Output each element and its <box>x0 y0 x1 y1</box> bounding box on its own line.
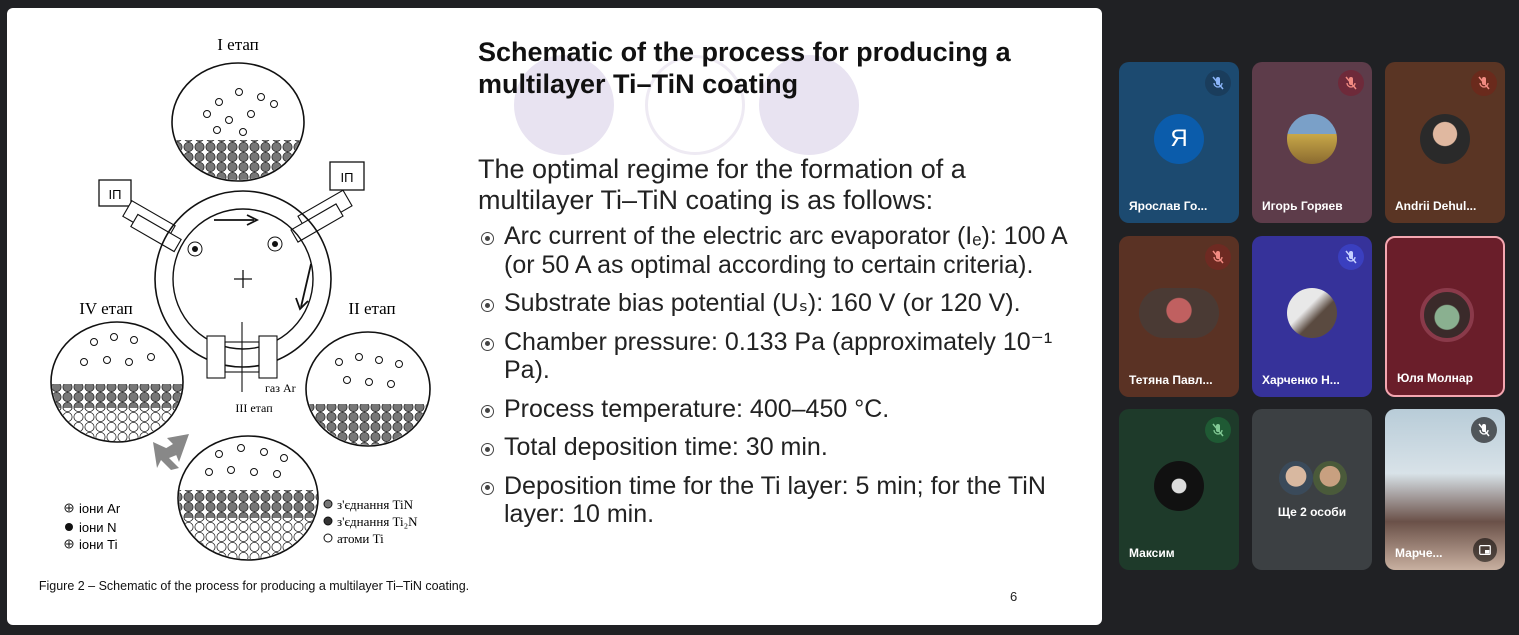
picture-in-picture-icon[interactable] <box>1473 538 1497 562</box>
mic-off-icon <box>1338 244 1364 270</box>
figure-caption: Figure 2 – Schematic of the process for producing a multilayer Ti–TiN coating. <box>38 579 470 593</box>
bullet-circle-icon <box>481 443 494 456</box>
stage-4-label: IV етап <box>79 299 133 318</box>
bullet-item: Arc current of the electric arc evaporator (Iₑ): 100 A (or 50 A as optimal according to certain criteria). <box>478 222 1088 279</box>
bullet-item: Process temperature: 400–450 °C. <box>478 395 1088 424</box>
mic-off-icon <box>1205 70 1231 96</box>
bullet-item: Total deposition time: 30 min. <box>478 433 1088 462</box>
participant-name: Максим <box>1129 546 1175 560</box>
page-number: 6 <box>1010 589 1018 604</box>
bullet-circle-icon <box>481 232 494 245</box>
participant-tile[interactable] <box>1119 409 1239 570</box>
legend-right <box>324 497 418 546</box>
mic-off-icon <box>1471 70 1497 96</box>
power-supply-right-label: ІП <box>340 170 354 185</box>
legend-left <box>65 501 121 552</box>
schematic-svg <box>29 22 449 574</box>
bullet-item: Deposition time for the Ti layer: 5 min; for the TiN layer: 10 min. <box>478 472 1088 529</box>
participant-tile[interactable] <box>1119 62 1239 223</box>
bullet-circle-icon <box>481 338 494 351</box>
avatar <box>1420 288 1474 342</box>
stage-1-diagram <box>169 63 309 185</box>
avatar <box>1154 461 1204 511</box>
avatar <box>1287 288 1337 338</box>
stage-2-label: II етап <box>348 299 396 318</box>
slide-title: Schematic of the process for producing a multilayer Ti–TiN coating <box>478 37 1011 99</box>
others-count-label: Ще 2 особи <box>1277 505 1347 519</box>
stage-1-label: I етап <box>217 35 259 54</box>
svg-text:атоми Ti: атоми Ti <box>337 531 384 546</box>
mic-off-icon <box>1205 244 1231 270</box>
participant-name: Игорь Горяев <box>1262 199 1343 213</box>
stage-2-diagram <box>304 332 434 449</box>
slide-intro: The optimal regime for the formation of a multilayer Ti–TiN coating is as follows: <box>478 154 966 215</box>
bullet-circle-icon <box>481 405 494 418</box>
bullet-item: Chamber pressure: 0.133 Pa (approximately 10⁻¹ Pa). <box>478 328 1088 385</box>
avatar <box>1139 288 1219 338</box>
participant-name: Тетяна Павл... <box>1129 373 1213 387</box>
process-schematic-figure <box>29 22 449 574</box>
participant-tile[interactable] <box>1252 62 1372 223</box>
slide-body <box>478 154 1088 539</box>
svg-text:іони N: іони N <box>79 520 117 535</box>
participant-tile[interactable] <box>1252 236 1372 397</box>
mic-off-icon <box>1205 417 1231 443</box>
svg-text:з'єднання TiN: з'єднання TiN <box>337 497 414 512</box>
power-supply-left-label: ІП <box>108 187 122 202</box>
participant-name: Юля Молнар <box>1397 371 1473 385</box>
stage-4-diagram <box>49 322 189 448</box>
mic-off-icon <box>1338 70 1364 96</box>
participant-name: Andrii Dehul... <box>1395 199 1477 213</box>
bullet-circle-icon <box>481 482 494 495</box>
participant-name: Ярослав Го... <box>1129 199 1208 213</box>
mic-off-icon <box>1471 417 1497 443</box>
bullet-item: Substrate bias potential (Uₛ): 160 V (or 120 V). <box>478 289 1088 318</box>
avatar <box>1279 461 1313 495</box>
svg-text:іони Ar: іони Ar <box>79 501 121 516</box>
presentation-slide <box>7 8 1102 625</box>
gas-inlet-label: газ Ar <box>265 381 296 395</box>
participant-tile[interactable] <box>1119 236 1239 397</box>
svg-text:іони Ti: іони Ti <box>79 537 118 552</box>
participant-name: Харченко Н... <box>1262 373 1340 387</box>
transition-arrows <box>153 434 189 470</box>
avatar <box>1420 114 1470 164</box>
avatar <box>1287 114 1337 164</box>
bullet-list <box>478 222 1088 529</box>
avatar <box>1313 461 1347 495</box>
stage-3-label: III етап <box>235 401 273 415</box>
participant-tile-active-speaker[interactable] <box>1385 236 1505 397</box>
stage-3-diagram <box>177 436 322 563</box>
avatar: Я <box>1154 114 1204 164</box>
svg-text:з'єднання Ti₂N: з'єднання Ti₂N <box>337 514 418 529</box>
bullet-circle-icon <box>481 299 494 312</box>
participant-tile[interactable] <box>1385 62 1505 223</box>
participant-tile-others[interactable] <box>1252 409 1372 570</box>
participant-name: Марче... <box>1395 546 1443 560</box>
participant-tile-video[interactable] <box>1385 409 1505 570</box>
